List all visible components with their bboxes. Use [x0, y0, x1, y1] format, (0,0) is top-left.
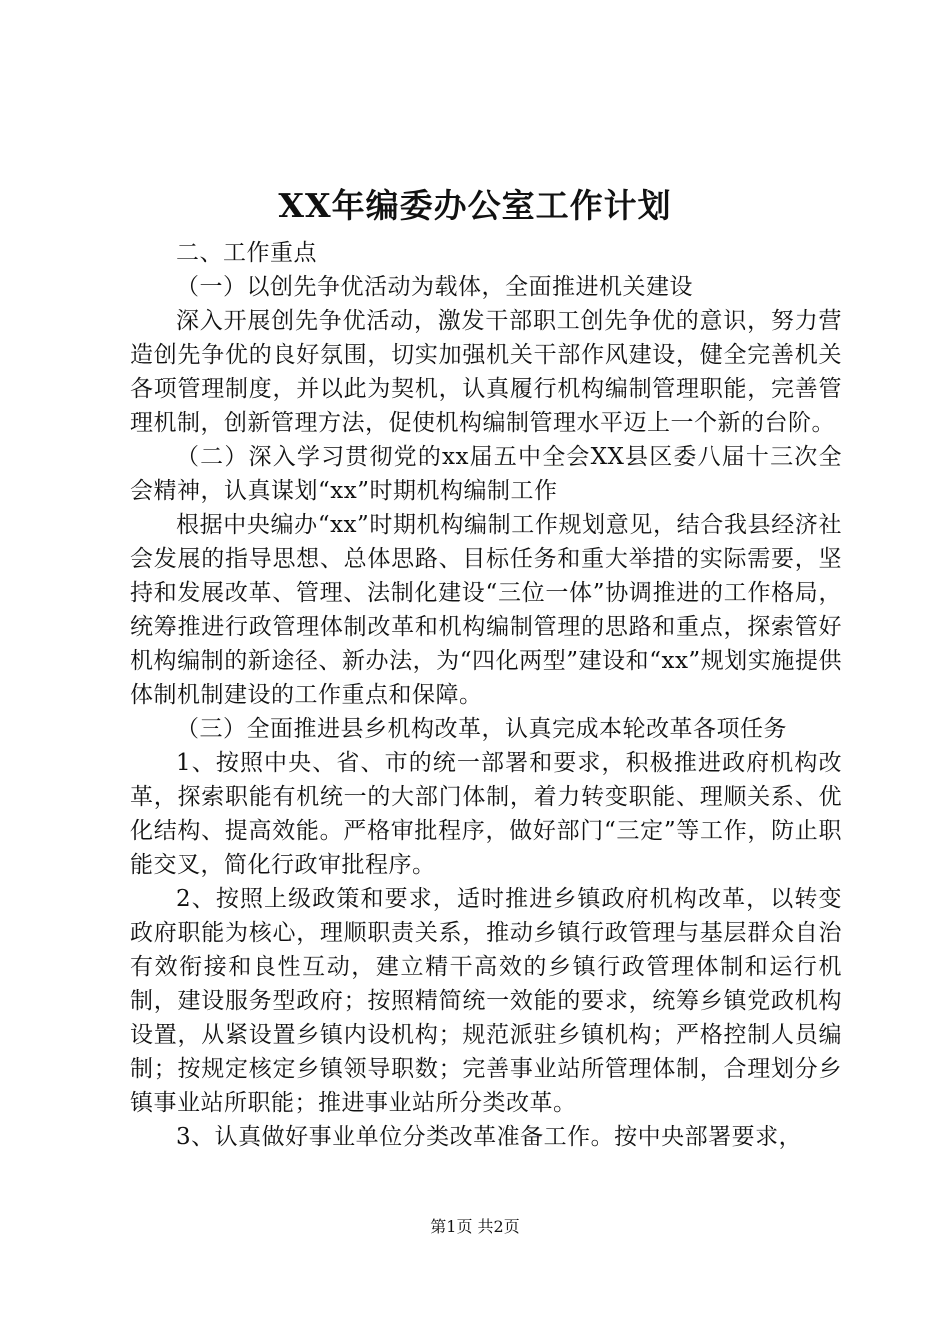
subsection-heading: （一）以创先争优活动为载体，全面推进机关建设 [176, 274, 693, 300]
section-heading: 二、工作重点 [176, 240, 317, 266]
body-paragraph: 根据中央编办“xx”时期机构编制工作规划意见，结合我县经济社会发展的指导思想、总体思路、目标任务和重大举措的实际需要，坚持和发展改革、管理、法制化建设“三位一体”协调推进的工作格局，统筹推进行政管理体制改革和机构编制管理的思路和重点，探索管好机构编制的新途径、新办法，为“四化两型”建设和“xx”规划实施提供体制机制建设的工作重点和保障。 [130, 512, 842, 708]
document-body [130, 236, 842, 1154]
body-paragraph: 1、按照中央、省、市的统一部署和要求，积极推进政府机构改革，探索职能有机统一的大部门体制，着力转变职能、理顺关系、优化结构、提高效能。严格审批程序，做好部门“三定”等工作，防止职能交叉，简化行政审批程序。 [130, 750, 842, 878]
document-title: XX年编委办公室工作计划 [278, 186, 672, 225]
subsection-heading: （二）深入学习贯彻党的xx届五中全会XX县区委八届十三次全会精神，认真谋划“xx”时期机构编制工作 [130, 444, 842, 504]
body-paragraph: 3、认真做好事业单位分类改革准备工作。按中央部署要求， [176, 1124, 803, 1150]
subsection-heading: （三）全面推进县乡机构改革，认真完成本轮改革各项任务 [176, 716, 787, 742]
body-paragraph: 深入开展创先争优活动，激发干部职工创先争优的意识，努力营造创先争优的良好氛围，切实加强机关干部作风建设，健全完善机关各项管理制度，并以此为契机，认真履行机构编制管理职能，完善管理机制，创新管理方法，促使机构编制管理水平迈上一个新的台阶。 [130, 308, 842, 436]
page-footer: 第1页 共2页 [430, 1217, 520, 1236]
body-paragraph: 2、按照上级政策和要求，适时推进乡镇政府机构改革，以转变政府职能为核心，理顺职责关系，推动乡镇行政管理与基层群众自治有效衔接和良性互动，建立精干高效的乡镇行政管理体制和运行机制，建设服务型政府；按照精简统一效能的要求，统筹乡镇党政机构设置，从紧设置乡镇内设机构；规范派驻乡镇机构；严格控制人员编制；按规定核定乡镇领导职数；完善事业站所管理体制，合理划分乡镇事业站所职能；推进事业站所分类改革。 [130, 886, 842, 1116]
